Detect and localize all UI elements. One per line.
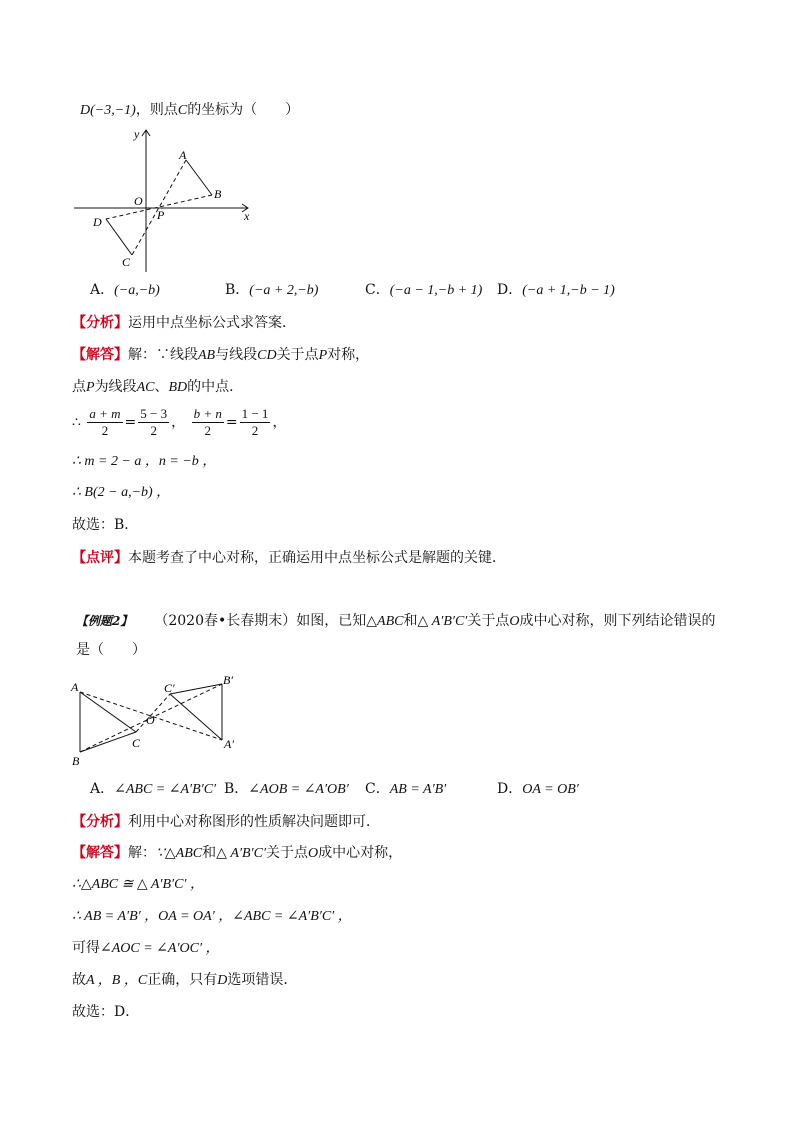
q1-option-a[interactable]: A．(−a,−b) bbox=[90, 282, 160, 298]
segment-AC bbox=[80, 692, 136, 732]
q2-option-b[interactable]: B．∠AOB = ∠A′OB′ bbox=[224, 781, 349, 797]
q1-stem: D(−3,−1)，则点C的坐标为（ ） bbox=[80, 102, 300, 118]
label-C-prime: C′ bbox=[164, 681, 175, 695]
segment-C2A2 bbox=[170, 694, 222, 740]
q1-answer-line5: ∴ B(2 − a,−b) ， bbox=[72, 485, 171, 500]
q2-stem-line2: 是（ ） bbox=[76, 642, 146, 658]
q2-stem-line1: 【例题2】 （2020春•长春期末）如图，已知△ABC和△ A′B′C′关于点O成中心对称，则下列结论错误的 bbox=[76, 613, 716, 629]
label-C: C bbox=[132, 736, 141, 750]
fraction-4: $\frac{1 - 1}{2}$ bbox=[241, 406, 269, 438]
label-O: O bbox=[146, 713, 155, 727]
q2-analysis: 【分析】利用中心对称图形的性质解决问题即可． bbox=[72, 814, 380, 830]
q2-option-d[interactable]: D．OA = OB′ bbox=[497, 781, 579, 797]
label-A: A bbox=[71, 680, 79, 694]
q1-answer-line1: 【解答】解：∵线段AB与线段CD关于点P对称， bbox=[72, 347, 370, 363]
figure-2-central-symmetry bbox=[66, 672, 251, 772]
figure-1-coordinate-plane bbox=[66, 122, 266, 277]
segment-DC bbox=[106, 219, 132, 255]
label-B: B bbox=[72, 754, 80, 768]
q1-answer-line4: ∴ m = 2 − a ，n = −b ， bbox=[72, 454, 217, 469]
q1-choose: 故选：B． bbox=[72, 517, 139, 533]
q2-answer-line5: 故A ，B ，C正确，只有D选项错误． bbox=[72, 972, 298, 988]
label-C: C bbox=[122, 255, 131, 269]
label-O: O bbox=[134, 194, 143, 208]
fraction-1: $\frac{a + m}{2}$ bbox=[89, 406, 121, 438]
fraction-3: $\frac{b + n}{2}$ bbox=[193, 406, 222, 438]
segment-BC bbox=[80, 732, 136, 752]
label-D: D bbox=[93, 215, 102, 229]
q2-choose: 故选：D． bbox=[72, 1004, 140, 1020]
q1-fraction-line: ∴ $\frac{a + m}{2}$ = $\frac{5 - 3}{2}$ ， $\frac{b + n}{2}$ = $\frac{1 - 1}{2}$ ， bbox=[72, 406, 287, 438]
q1-option-c[interactable]: C．(−a − 1,−b + 1) bbox=[365, 282, 483, 298]
q2-option-c[interactable]: C．AB = A′B′ bbox=[365, 781, 447, 797]
q1-comment: 【点评】本题考查了中心对称，正确运用中点坐标公式是解题的关键． bbox=[72, 550, 506, 566]
label-P: P bbox=[157, 208, 165, 222]
q1-analysis: 【分析】运用中点坐标公式求答案． bbox=[72, 315, 296, 331]
q1-answer-line2: 点P为线段AC、BD的中点． bbox=[72, 379, 244, 395]
q2-answer-line2: ∴△ABC ≅ △ A′B′C′ ， bbox=[72, 877, 204, 892]
label-x: x bbox=[244, 209, 250, 223]
label-y: y bbox=[134, 127, 140, 141]
example-tag: 【例题2】 bbox=[76, 614, 133, 628]
label-B: B bbox=[214, 187, 222, 201]
segment-AB bbox=[186, 160, 212, 195]
segment-B2C2 bbox=[170, 684, 222, 694]
q2-answer-line4: 可得∠AOC = ∠A′OC′ ， bbox=[72, 940, 220, 956]
q2-option-a[interactable]: A．∠ABC = ∠A′B′C′ bbox=[90, 781, 217, 797]
fraction-2: $\frac{5 - 3}{2}$ bbox=[140, 406, 168, 438]
label-A: A bbox=[179, 148, 187, 162]
q2-answer-line3: ∴ AB = A′B′ ，OA = OA′ ，∠ABC = ∠A′B′C′ ， bbox=[72, 909, 352, 924]
q1-option-b[interactable]: B．(−a + 2,−b) bbox=[225, 282, 319, 298]
q1-stem-point: D(−3,−1) bbox=[80, 103, 136, 118]
label-B-prime: B′ bbox=[223, 673, 233, 687]
q2-answer-line1: 【解答】解：∵△ABC和△ A′B′C′关于点O成中心对称， bbox=[72, 845, 403, 861]
label-A-prime: A′ bbox=[224, 737, 234, 751]
q1-option-d[interactable]: D．(−a + 1,−b − 1) bbox=[497, 282, 615, 298]
